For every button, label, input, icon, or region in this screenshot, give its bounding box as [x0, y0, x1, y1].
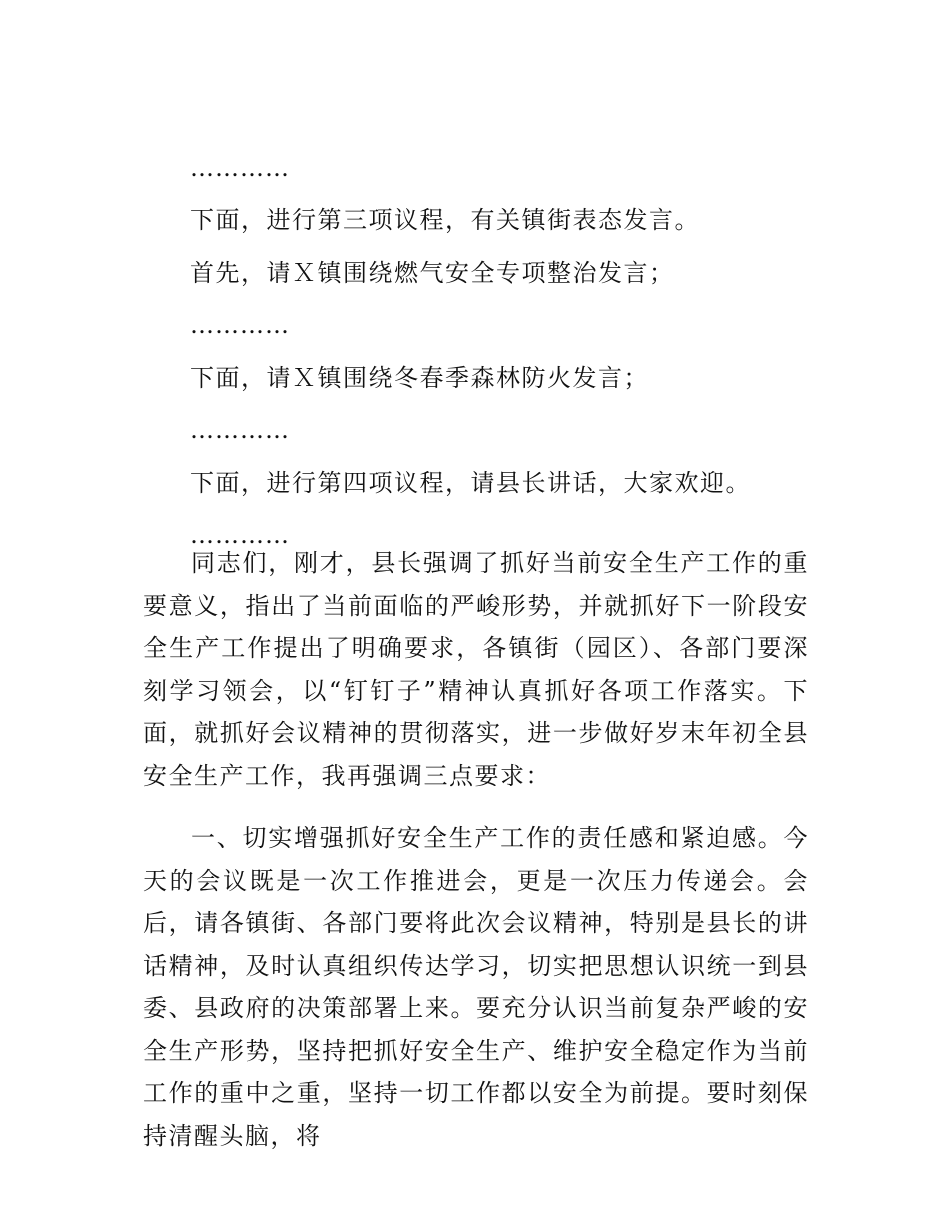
ellipsis-text: …………: [190, 416, 290, 444]
speaker-text: 下面，请Ｘ镇围绕冬春季森林防火发言；: [190, 364, 649, 392]
ellipsis-text: …………: [190, 521, 290, 549]
agenda-item-three: [0, 175, 950, 234]
ellipsis-line: [0, 280, 950, 339]
ellipsis-text: …………: [190, 154, 290, 182]
speaker-gas-safety: [0, 228, 950, 287]
closing-remarks-paragraph: 同志们，刚才，县长强调了抓好当前安全生产工作的重要意义，指出了当前面临的严峻形势，并就抓好下一阶段安全生产工作提出了明确要求，各镇街（园区）、各部门要深刻学习领会，以“钉钉子”精神认真抓好各项工作落实。下面，就抓好会议精神的贯彻落实，进一步做好岁末年初全县安全生产工作，我再强调三点要求：: [143, 549, 809, 790]
speaker-forest-fire: [0, 333, 950, 392]
ellipsis-line: [0, 123, 950, 182]
ellipsis-text: …………: [190, 311, 290, 339]
ellipsis-line: [0, 385, 950, 444]
requirement-one-paragraph: 一、切实增强抓好安全生产工作的责任感和紧迫感。今天的会议既是一次工作推进会，更是一次压力传递会。会后，请各镇街、各部门要将此次会议精神，特别是县长的讲话精神，及时认真组织传达学习，切实把思想认识统一到县委、县政府的决策部署上来。要充分认识当前复杂严峻的安全生产形势，坚持把抓好安全生产、维护安全稳定作为当前工作的重中之重，坚持一切工作都以安全为前提。要时刻保持清醒头脑，将: [143, 824, 809, 1150]
agenda-text: 下面，进行第三项议程，有关镇街表态发言。: [190, 206, 700, 234]
agenda-text: 下面，进行第四项议程，请县长讲话，大家欢迎。: [190, 469, 751, 497]
agenda-item-four: [0, 438, 950, 497]
speaker-text: 首先，请Ｘ镇围绕燃气安全专项整治发言；: [190, 259, 675, 287]
ellipsis-line: [0, 490, 950, 549]
